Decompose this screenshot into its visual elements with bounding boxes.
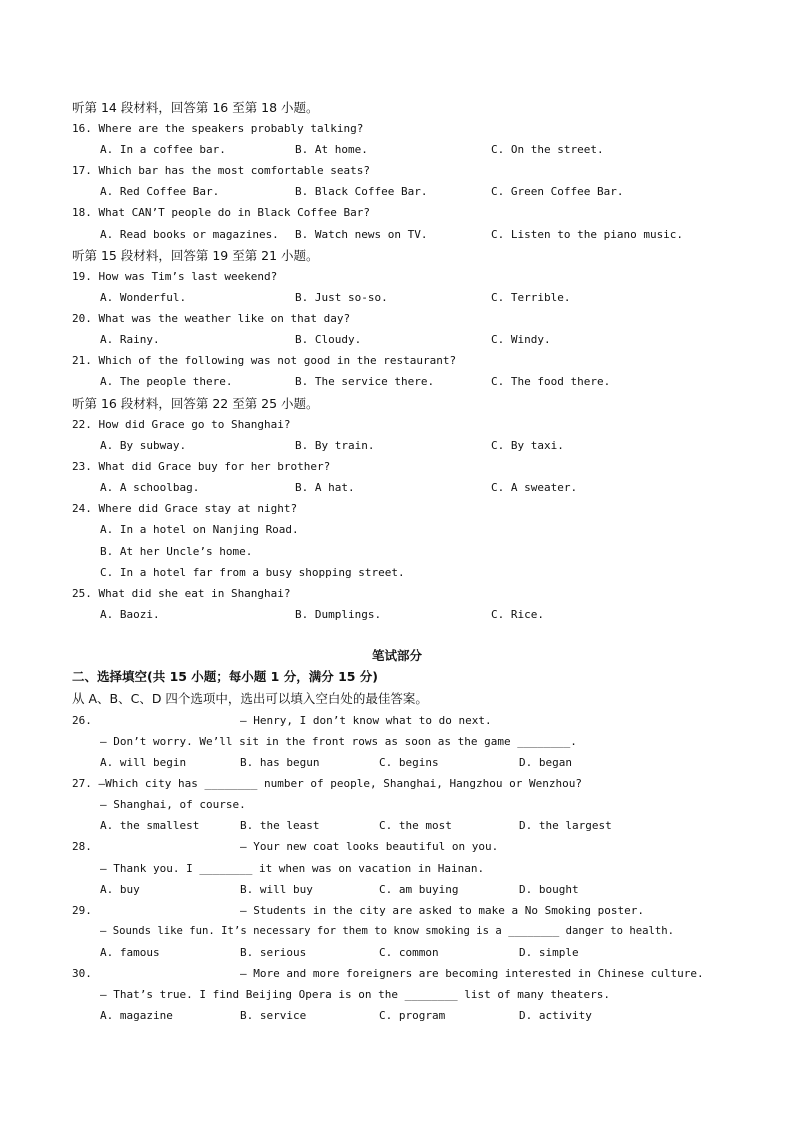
question-30-number: 30. (72, 967, 92, 980)
question-26-line-1: — Henry, I don’t know what to do next. (240, 714, 492, 727)
written-part-heading: 笔试部分 (371, 648, 422, 663)
question-21-stem: 21. Which of the following was not good in the restaurant? (72, 354, 457, 367)
question-28-option-a[interactable]: A. buy (100, 883, 140, 896)
question-18-option-b[interactable]: B. Watch news on TV. (295, 228, 428, 241)
question-19-option-b[interactable]: B. Just so-so. (295, 291, 388, 304)
question-26-option-d[interactable]: D. began (519, 756, 572, 769)
question-18-stem: 18. What CAN’T people do in Black Coffee Bar? (72, 206, 371, 219)
question-25-option-c[interactable]: C. Rice. (491, 608, 544, 621)
question-30-option-d[interactable]: D. activity (519, 1009, 592, 1022)
question-30-option-a[interactable]: A. magazine (100, 1009, 173, 1022)
question-23-option-b[interactable]: B. A hat. (295, 481, 355, 494)
question-30-option-c[interactable]: C. program (379, 1009, 446, 1022)
question-16-option-c[interactable]: C. On the street. (491, 143, 604, 156)
question-28-line-2: — Thank you. I ________ it when was on vacation in Hainan. (100, 862, 485, 875)
question-22-option-b[interactable]: B. By train. (295, 439, 375, 452)
part-2-title: 二、选择填空(共 15 小题；每小题 1 分，满分 15 分) (72, 669, 379, 684)
question-24-option-a[interactable]: A. In a hotel on Nanjing Road. (100, 523, 299, 536)
question-19-option-a[interactable]: A. Wonderful. (100, 291, 187, 304)
question-27-line-1: 27. —Which city has ________ number of people, Shanghai, Hangzhou or Wenzhou? (72, 777, 582, 790)
question-21-option-c[interactable]: C. The food there. (491, 375, 611, 388)
question-30-line-1: — More and more foreigners are becoming interested in Chinese culture. (240, 967, 704, 980)
question-29-number: 29. (72, 904, 92, 917)
question-20-option-a[interactable]: A. Rainy. (100, 333, 160, 346)
question-16-option-b[interactable]: B. At home. (295, 143, 368, 156)
question-22-stem: 22. How did Grace go to Shanghai? (72, 418, 291, 431)
question-16-option-a[interactable]: A. In a coffee bar. (100, 143, 226, 156)
question-26-option-a[interactable]: A. will begin (100, 756, 187, 769)
question-29-line-1: — Students in the city are asked to make a No Smoking poster. (240, 904, 644, 917)
part-2-instruction: 从 A、B、C、D 四个选项中，选出可以填入空白处的最佳答案。 (72, 691, 428, 706)
question-18-option-a[interactable]: A. Read books or magazines. (100, 228, 279, 241)
question-25-stem: 25. What did she eat in Shanghai? (72, 587, 291, 600)
question-26-number: 26. (72, 714, 92, 727)
question-28-number: 28. (72, 840, 92, 853)
question-19-option-c[interactable]: C. Terrible. (491, 291, 571, 304)
question-29-line-2: — Sounds like fun. It’s necessary for them to know smoking is a ________ danger to health. (100, 925, 675, 937)
question-29-option-d[interactable]: D. simple (519, 946, 579, 959)
question-17-option-b[interactable]: B. Black Coffee Bar. (295, 185, 428, 198)
question-26-option-c[interactable]: C. begins (379, 756, 439, 769)
question-28-line-1: — Your new coat looks beautiful on you. (240, 840, 499, 853)
question-22-option-a[interactable]: A. By subway. (100, 439, 187, 452)
question-28-option-c[interactable]: C. am buying (379, 883, 459, 896)
question-24-stem: 24. Where did Grace stay at night? (72, 502, 298, 515)
section-14-instruction: 听第 14 段材料，回答第 16 至第 18 小题。 (72, 100, 319, 115)
question-29-option-a[interactable]: A. famous (100, 946, 160, 959)
question-20-option-b[interactable]: B. Cloudy. (295, 333, 362, 346)
question-17-stem: 17. Which bar has the most comfortable seats? (72, 164, 371, 177)
question-28-option-d[interactable]: D. bought (519, 883, 579, 896)
question-24-option-c[interactable]: C. In a hotel far from a busy shopping street. (100, 566, 405, 579)
question-29-option-b[interactable]: B. serious (240, 946, 307, 959)
question-30-option-b[interactable]: B. service (240, 1009, 307, 1022)
question-28-option-b[interactable]: B. will buy (240, 883, 313, 896)
question-26-option-b[interactable]: B. has begun (240, 756, 320, 769)
question-17-option-c[interactable]: C. Green Coffee Bar. (491, 185, 624, 198)
question-27-option-a[interactable]: A. the smallest (100, 819, 200, 832)
question-27-option-c[interactable]: C. the most (379, 819, 452, 832)
question-23-option-c[interactable]: C. A sweater. (491, 481, 578, 494)
question-29-option-c[interactable]: C. common (379, 946, 439, 959)
question-24-option-b[interactable]: B. At her Uncle’s home. (100, 545, 253, 558)
question-23-option-a[interactable]: A. A schoolbag. (100, 481, 200, 494)
question-18-option-c[interactable]: C. Listen to the piano music. (491, 228, 684, 241)
question-23-stem: 23. What did Grace buy for her brother? (72, 460, 331, 473)
question-22-option-c[interactable]: C. By taxi. (491, 439, 564, 452)
question-27-option-d[interactable]: D. the largest (519, 819, 612, 832)
question-21-option-b[interactable]: B. The service there. (295, 375, 435, 388)
question-25-option-a[interactable]: A. Baozi. (100, 608, 160, 621)
section-15-instruction: 听第 15 段材料，回答第 19 至第 21 小题。 (72, 248, 319, 263)
question-21-option-a[interactable]: A. The people there. (100, 375, 233, 388)
question-20-option-c[interactable]: C. Windy. (491, 333, 551, 346)
question-27-option-b[interactable]: B. the least (240, 819, 320, 832)
question-27-line-2: — Shanghai, of course. (100, 798, 246, 811)
question-30-line-2: — That’s true. I find Beijing Opera is on the ________ list of many theaters. (100, 988, 610, 1001)
question-16-stem: 16. Where are the speakers probably talking? (72, 122, 364, 135)
question-17-option-a[interactable]: A. Red Coffee Bar. (100, 185, 220, 198)
question-20-stem: 20. What was the weather like on that day? (72, 312, 351, 325)
section-16-instruction: 听第 16 段材料，回答第 22 至第 25 小题。 (72, 396, 319, 411)
question-25-option-b[interactable]: B. Dumplings. (295, 608, 382, 621)
question-26-line-2: — Don’t worry. We’ll sit in the front rows as soon as the game ________. (100, 735, 577, 748)
question-19-stem: 19. How was Tim’s last weekend? (72, 270, 278, 283)
